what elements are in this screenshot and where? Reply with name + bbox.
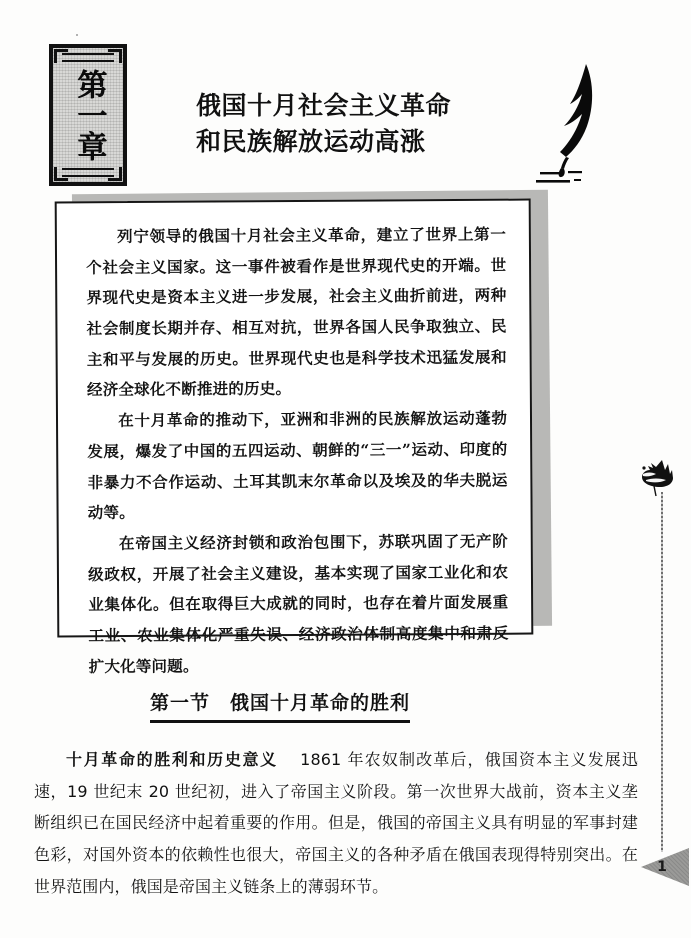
intro-box (56, 200, 532, 676)
margin-rule (661, 492, 663, 852)
intro-box-text (86, 219, 509, 682)
section-heading: 第一节 俄国十月革命的胜利 (150, 688, 410, 723)
body-paragraph-text: 1861 年农奴制改革后，俄国资本主义发展迅速，19 世纪末 20 世纪初，进入了帝国主义阶段。第一次世界大战前，资本主义垄断组织已在国民经济中起着重要的作用。但是，俄国的帝国主义具有明显的军事封建色彩，对国外资本的依赖性也很大，帝国主义的各种矛盾在俄国表现得特别突出。在世界范围内，俄国是帝国主义链条上的薄弱环节。 (34, 750, 638, 896)
chapter-title (196, 88, 496, 159)
badge-corner-bottom-right (108, 167, 122, 181)
body-text (34, 744, 638, 902)
badge-rule-top (62, 53, 114, 62)
chapter-badge-label: 第一章 (71, 68, 107, 162)
badge-corner-top-left (54, 49, 68, 63)
badge-corner-bottom-left (54, 167, 68, 181)
badge-corner-top-right (108, 49, 122, 63)
decorative-vignette-icon (634, 454, 678, 498)
ink-speck (76, 34, 78, 36)
badge-rule-bottom (62, 168, 114, 177)
chapter-badge (49, 44, 127, 186)
intro-paragraph-2: 在十月革命的推动下，亚洲和非洲的民族解放运动蓬勃发展，爆发了中国的五四运动、朝鲜的“三一”运动、印度的非暴力不合作运动、土耳其凯末尔革命以及埃及的华夫脱运动等。 (87, 408, 508, 523)
body-lead-in: 十月革命的胜利和历史意义 (66, 750, 278, 769)
intro-paragraph-1: 列宁领导的俄国十月社会主义革命，建立了世界上第一个社会主义国家。这一事件被看作是世界现代史的开端。世界现代史是资本主义进一步发展，社会主义曲折前进，两种社会制度长期并存、相互对抗，世界各国人民争取独立、民主和平与发展的历史。世界现代史也是科学技术迅猛发展和经济全球化不断推进的历史。 (86, 224, 507, 400)
chapter-title-line-2: 和民族解放运动高涨 (196, 126, 426, 156)
page-number-tag (641, 848, 689, 886)
quill-pen-icon (524, 56, 608, 186)
intro-paragraph-3: 在帝国主义经济封锁和政治包围下，苏联巩固了无产阶级政权，开展了社会主义建设，基本实现了国家工业化和农业集体化。但在取得巨大成就的同时，也存在着片面发展重工业、农业集体化严重失误、经济政治体制高度集中和肃反扩大化等问题。 (88, 531, 509, 676)
body-paragraph (34, 744, 638, 902)
chapter-title-line-1: 俄国十月社会主义革命 (196, 91, 452, 120)
page-number: 1 (657, 859, 667, 875)
